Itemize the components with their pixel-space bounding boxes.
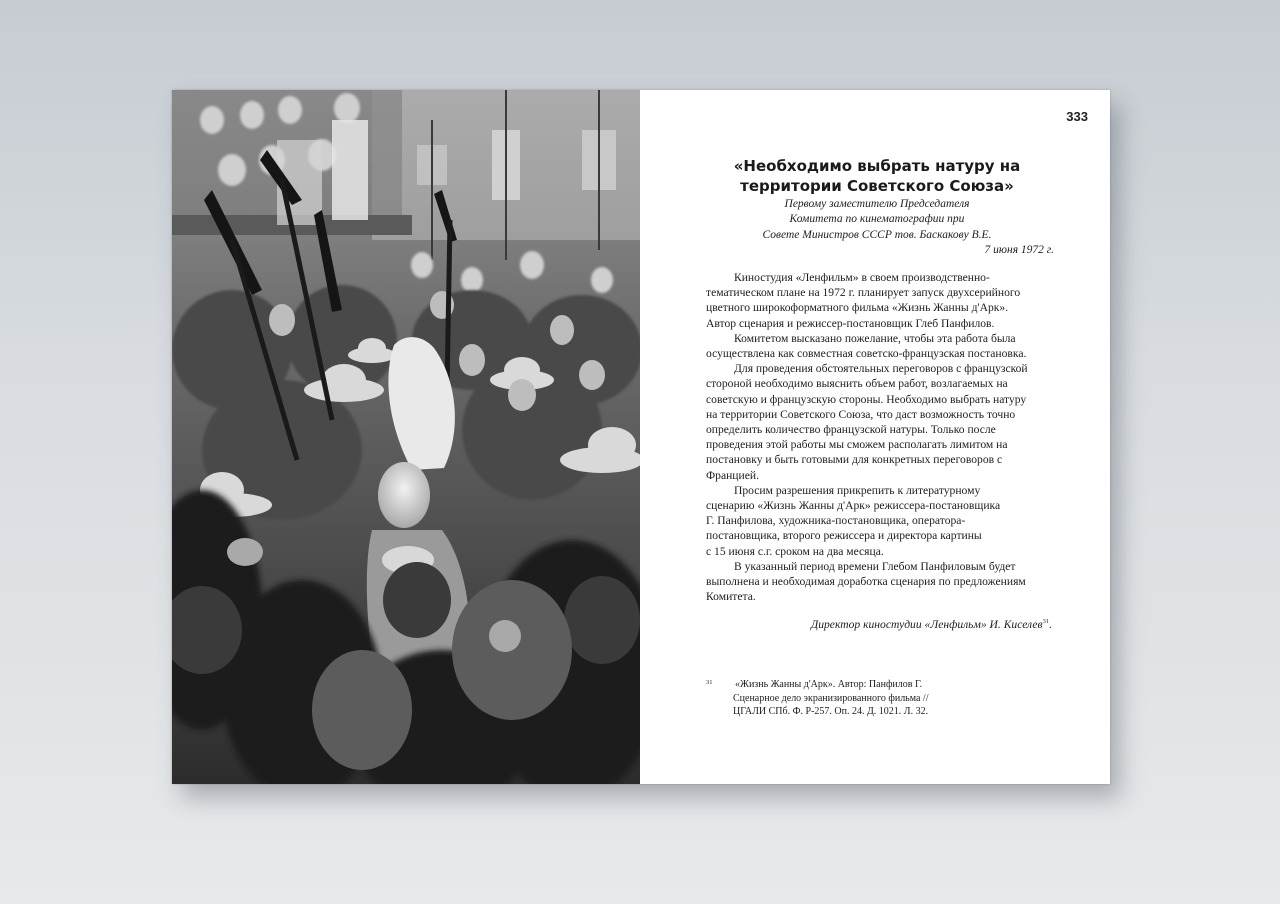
addressee-line: Совете Министров СССР тов. Баскакову В.Е. <box>762 228 992 241</box>
body-line: Автор сценария и режиссер-постановщик Глеб Панфилов. <box>706 316 995 330</box>
signature <box>811 614 1052 632</box>
body-line: тематическом плане на 1972 г. планирует запуск двухсерийного <box>706 286 1021 300</box>
film-still-photo <box>172 90 640 784</box>
document-title <box>680 156 1074 196</box>
signature-end: . <box>1049 617 1052 631</box>
body-line: осуществлена как совместная советско-французская постановка. <box>706 347 1027 361</box>
footnote-line: Сценарное дело экранизированного фильма // <box>733 692 929 704</box>
title-line: территории Советского Союза» <box>740 177 1014 195</box>
body-line: советскую и французскую стороны. Необходимо выбрать натуру <box>706 392 1027 406</box>
addressee <box>680 197 1074 243</box>
body-line: стороной необходимо выяснить объем работ, возлагаемых на <box>706 377 1008 391</box>
paragraph <box>706 361 1060 483</box>
text-page <box>640 90 1110 784</box>
body-line: Для проведения обстоятельных переговоров с французской <box>734 362 1028 376</box>
body-line: с 15 июня с.г. сроком на два месяца. <box>706 544 884 558</box>
letter-date: 7 июня 1972 г. <box>984 244 1054 256</box>
paragraph <box>706 270 1060 331</box>
body-line: сценарию «Жизнь Жанны д'Арк» режиссера-постановщика <box>706 499 1001 513</box>
footnote-line: ЦГАЛИ СПб. Ф. Р-257. Оп. 24. Д. 1021. Л. 32. <box>733 706 929 718</box>
title-line: «Необходимо выбрать натуру на <box>733 157 1021 175</box>
body-line: Комитетом высказано пожелание, чтобы эта работа была <box>734 331 1016 345</box>
book-spread <box>172 90 1110 784</box>
black-and-white-film-still-icon <box>172 90 640 784</box>
body-line: постановщика, второго режиссера и директора картины <box>706 529 982 543</box>
footnote <box>708 678 1038 719</box>
body-line: на территории Советского Союза, что даст возможность точно <box>706 407 1016 421</box>
body-line: Г. Панфилова, художника-постановщика, оператора- <box>706 514 966 528</box>
body-line: определить количество французской натуры. Только после <box>706 423 996 437</box>
body-line: Францией. <box>706 468 759 482</box>
paragraph <box>706 331 1060 361</box>
paragraph <box>706 559 1060 605</box>
letter-body <box>706 270 1060 604</box>
body-line: В указанный период времени Глебом Панфиловым будет <box>734 559 1016 573</box>
body-line: Киностудия «Ленфильм» в своем производственно- <box>734 271 990 284</box>
addressee-line: Комитета по кинематографии при <box>789 213 965 226</box>
body-line: Комитета. <box>706 590 756 604</box>
signature-text: Директор киностудии «Ленфильм» И. Киселев <box>810 617 1043 631</box>
paragraph <box>706 483 1060 559</box>
footnote-number: 31 <box>706 679 713 686</box>
body-line: проведения этой работы мы сможем располагать лимитом на <box>706 438 1008 452</box>
footnote-line: «Жизнь Жанны д'Арк». Автор: Панфилов Г. <box>735 679 923 690</box>
addressee-line: Первому заместителю Председателя <box>784 198 970 210</box>
body-line: цветного широкоформатного фильма «Жизнь Жанны д'Арк». <box>706 301 1009 315</box>
page-number: 333 <box>1066 109 1088 124</box>
footnote-reference[interactable]: 31 <box>1042 618 1050 625</box>
body-line: выполнена и необходимая доработка сценария по предложениям <box>706 575 1026 589</box>
body-line: Просим разрешения прикрепить к литературному <box>734 483 981 497</box>
body-line: постановку и быть готовыми для конкретных переговоров с <box>706 453 1003 467</box>
